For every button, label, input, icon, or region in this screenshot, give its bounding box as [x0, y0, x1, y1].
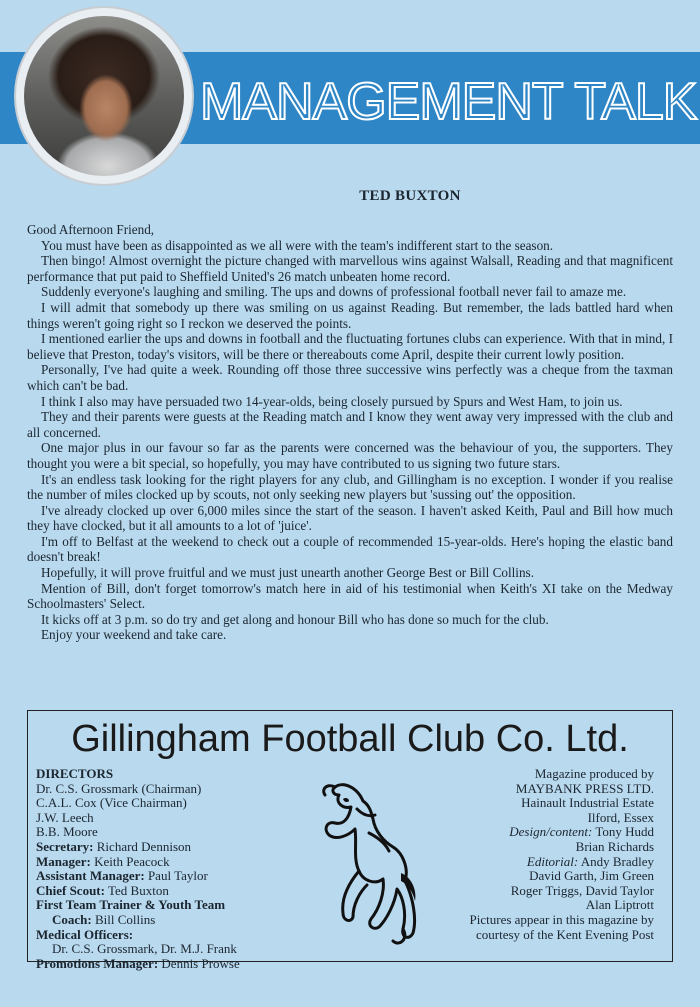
official-name: Dennis Prowse: [158, 955, 240, 971]
official-role: Promotions Manager:: [36, 955, 159, 971]
medical-names: Dr. C.S. Grossmark, Dr. M.J. Frank: [52, 941, 237, 957]
article-paragraph: I think I also may have persuaded two 14-year-olds, being closely pursued by Spurs and West Ham, to join us.: [41, 393, 623, 409]
credit-line: David Garth, Jim Green: [529, 868, 654, 884]
article-paragraph: Hopefully, it will prove fruitful and we must just unearth another George Best or Bill Collins.: [41, 565, 534, 581]
credit-line: courtesy of the Kent Evening Post: [476, 926, 654, 942]
author-byline: TED BUXTON: [359, 188, 461, 204]
credit-name: Tony Hudd: [592, 824, 654, 840]
official-chief-scout: [36, 884, 316, 899]
manager-photo: [24, 16, 184, 176]
credit-name: Andy Bradley: [578, 853, 654, 869]
credit-line: Magazine produced by: [534, 766, 654, 781]
credit-role: Design/content:: [509, 824, 593, 840]
article-paragraph: Suddenly everyone's laughing and smiling. The ups and downs of professional football never fail to amaze me.: [41, 284, 627, 300]
article-paragraph: It kicks off at 3 p.m. so do try and get along and honour Bill who has done so much for the club.: [41, 611, 549, 627]
article-paragraph: It's an endless task looking for the right players for any club, and Gillingham is no exception. I wonder if you realise the number of miles clocked up by scouts, not only seeking new players but 'sussing out' the opposition.: [27, 471, 673, 503]
official-name: Paul Taylor: [144, 868, 208, 884]
official-promotions: [36, 957, 316, 972]
credit-design: [394, 825, 654, 840]
official-role: Chief Scout:: [36, 882, 105, 898]
official-secretary: [36, 840, 316, 855]
article-paragraph: I'm off to Belfast at the weekend to check out a couple of recommended 15-year-olds. Here's hoping the elastic band doesn't break!: [27, 533, 673, 565]
article-paragraph: One major plus in our favour so far as the parents were concerned was the behaviour of you, the supporters. They thought you were a bit special, so hopefully, you may have contributed to us signing two future stars.: [27, 440, 673, 471]
article-paragraph: Enjoy your weekend and take care.: [41, 627, 227, 643]
credit-line: Alan Liptrott: [585, 897, 654, 913]
credit-line: MAYBANK PRESS LTD.: [515, 780, 654, 796]
official-role: Manager:: [36, 853, 91, 869]
official-coach: [36, 913, 316, 928]
official-name: Bill Collins: [91, 911, 156, 927]
director-name: C.A.L. Cox (Vice Chairman): [36, 795, 187, 811]
trainer-heading: First Team Trainer & Youth Team: [36, 897, 226, 913]
official-role: Assistant Manager:: [36, 868, 145, 884]
page-title: MANAGEMENT TALK: [200, 73, 697, 131]
official-role: Coach:: [52, 911, 92, 927]
director-name: J.W. Leech: [36, 809, 94, 825]
official-assistant-manager: [36, 869, 316, 884]
article-paragraph: Personally, I've had quite a week. Rounding off those three successive wins perfectly was a cheque from the taxman which can't be bad.: [27, 362, 673, 393]
article-paragraph: I will admit that somebody up there was smiling on us against Reading. But remember, the lads battled hard when things weren't going right so I reckon we deserved the points.: [27, 299, 673, 331]
article-paragraph: Then bingo! Almost overnight the picture changed with marvellous wins against Walsall, Reading and that magnificent performance that put paid to Sheffield United's 26 match unbeaten home record.: [27, 253, 673, 284]
credit-editorial: [394, 855, 654, 870]
director-name: Dr. C.S. Grossmark (Chairman): [36, 780, 202, 796]
club-info-box: [27, 710, 673, 971]
article-paragraph: They and their parents were guests at the Reading match and I know they went away very impressed with the club and all concerned.: [27, 409, 673, 440]
official-name: Richard Dennison: [93, 838, 191, 854]
medical-heading: Medical Officers:: [36, 926, 134, 942]
club-name: Gillingham Football Club Co. Ltd.: [71, 718, 629, 760]
official-name: Ted Buxton: [104, 882, 169, 898]
credit-line: Roger Triggs, David Taylor: [510, 882, 654, 898]
director-name: B.B. Moore: [36, 824, 98, 840]
official-name: Keith Peacock: [90, 853, 170, 869]
official-role: Secretary:: [36, 838, 94, 854]
article-body: [27, 222, 673, 643]
credit-line: Brian Richards: [575, 838, 654, 854]
official-manager: [36, 855, 316, 870]
credit-line: Pictures appear in this magazine by: [469, 911, 654, 927]
article-paragraph: You must have been as disappointed as we all were with the team's indifferent start to the season.: [41, 237, 554, 253]
credit-line: Hainault Industrial Estate: [521, 795, 654, 811]
article-salutation: Good Afternoon Friend,: [27, 222, 155, 237]
magazine-credits: [394, 767, 654, 942]
article-paragraph: Mention of Bill, don't forget tomorrow's match here in aid of his testimonial when Keith's XI take on the Medway Schoolmasters' Select.: [27, 580, 673, 612]
directors-list: [36, 767, 316, 971]
directors-heading: DIRECTORS: [36, 766, 114, 781]
credit-role: Editorial:: [526, 853, 579, 869]
credit-line: Ilford, Essex: [587, 809, 654, 825]
article-paragraph: I've already clocked up over 6,000 miles since the start of the season. I haven't asked Keith, Paul and Bill how much they have clocked, but it all amounts to a lot of 'juice'.: [27, 502, 673, 534]
article-paragraph: I mentioned earlier the ups and downs in football and the fluctuating fortunes clubs can experience. With that in mind, I believe that Preston, today's visitors, will be there or thereabouts come April, despite their current lowly position.: [27, 331, 673, 362]
